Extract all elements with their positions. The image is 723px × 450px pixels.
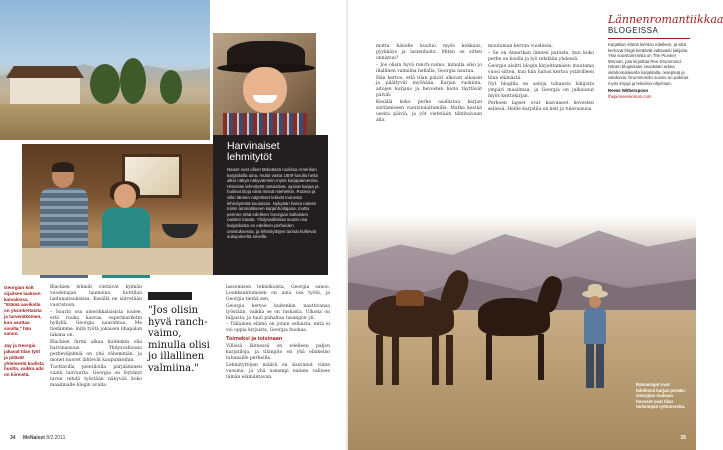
- paragraph: – Tällainen elämä on jotain sellaista, mitä ei voi oppia kirjoista, Georgia huokaa.: [226, 322, 330, 334]
- counter-graphic: [22, 248, 213, 275]
- paragraph: Blackien lehmät viettävät kylmän vuodenajan laumoina kotitilan laidunaitauksissa. Kesällä ne siirretään vuoristoon.: [50, 285, 142, 308]
- face-graphic: [243, 67, 287, 113]
- blog-sidebar: [604, 10, 723, 200]
- portrait-photo: [213, 33, 316, 135]
- blog-url[interactable]: thepioneerwoman.com: [608, 93, 652, 99]
- paragraph: Nyt blogilla on satoja tuhansia lukijoita ympäri maailmaa, ja Georgia on julkaissut myös keittokirjan.: [488, 82, 594, 100]
- ranch-house-graphic: [10, 76, 80, 106]
- article-column-2: [226, 285, 330, 425]
- horse-leg-graphic: [376, 335, 383, 385]
- paragraph: – Jos olisin hyvä ranch-vaimo, minulla olisi jo illallinen valmiina hellalla, Georgia nauraa.: [376, 62, 482, 74]
- paragraph: Hän kertoo, että tilan päivät alkavat aikaisin ja päättyvät myöhään. Karjan ruokinta, aitojen korjaus ja hevosten hoito täyttävät päivät.: [376, 75, 482, 99]
- horse-leg-graphic: [538, 334, 544, 380]
- paragraph: Perheen lapset ovat kasvaneet hevosten selässä. Heille karjatila on koti ja tulevaisuus.: [488, 101, 594, 113]
- pull-quote: [148, 292, 218, 374]
- paragraph: lassomisen tekniikoista, Georgia sanoo. Loukkaantumisen on aina osa työtä, ja Georgia tietää sen.: [226, 285, 330, 302]
- page-number-right: 35: [680, 435, 686, 441]
- page-footer-left: [10, 435, 65, 441]
- blog-title: Lännenromantiikkaa: [608, 13, 723, 26]
- paragraph: Tuottavilla pientiloilla pärjääminen vaatii luovuutta. Georgia on löytänyt tavan tehdä työstään näkyvää koko maailmalle blogin avulla.: [50, 364, 142, 388]
- paragraph: Georgia kertoo kuitenkin nauttivansa työstään, vaikka se on raskasta. Ulkona on hiljaista, ja tuuli puhaltaa tasangon yli.: [226, 303, 330, 321]
- issue-label: 8/2.2011: [46, 435, 66, 441]
- caption-paragraph: Jay ja Georgia jakavat tilan työt ja pitävät yhteisestä kodista huolta, vaikka arki on kiireistä.: [4, 343, 44, 378]
- paragraph: – Se on Amerikan lännen parasta, kun koko perhe on koolla ja työ tehdään yhdessä.: [488, 50, 594, 62]
- magazine-name: MeNaiset: [22, 435, 45, 441]
- ranch-photo: [0, 0, 210, 140]
- paragraph: Villissä lännessä on edelleen paljon karjatiloja, ja tilanpito on yhä elinkeino tuhansille perheille.: [226, 344, 330, 361]
- sidebar-title: Harvinaiset lehmitytöt: [227, 140, 280, 163]
- ground-graphic: [0, 104, 210, 140]
- pull-quote-text: "Jos olisin hyvä ranch-vaimo, minulla olisi jo illallinen valmiina.": [148, 305, 210, 374]
- photo-caption-right: Ratsastajat ovat lähdössä karjan perään. Georgian mukaan hevoset ovat tilan tärkeimpiä työtovereita.: [636, 382, 687, 410]
- caption-paragraph: Georgian kolt sijaitsee laakson kainalossa. "Elämä aavikolla on yksinkertaista ja tarvenäköinen, kun asuttaa sivulla," hän sanoo.: [4, 285, 42, 337]
- cowboy-figure: [580, 290, 610, 390]
- page-number: 34: [10, 435, 16, 441]
- right-page: [348, 0, 723, 450]
- photo-caption-left: [4, 285, 44, 384]
- paragraph: Blackien farmi alkaa kuitenkin olla harvinaisuus. Yhdysvalloissa perheviljelmiä on yhä vähemmän, ja monet nuoret lähtevät kaupunkeihin.: [50, 340, 142, 363]
- horse-leg-graphic: [392, 335, 399, 385]
- article-column-1: [50, 285, 142, 425]
- horse-leg-graphic: [432, 335, 439, 385]
- blog-author: Reese Witherspoon: [608, 88, 649, 93]
- article-column-4: [488, 44, 594, 230]
- paragraph: – Suurin osa amerikkalaisista luulee, että ruoka kasvaa supermarketin hyllyllä, Georgia naurahtaa. Me tiedämme, mitä työtä jokaisen lihapalan takana on.: [50, 309, 142, 339]
- kitchen-photo: [22, 144, 213, 275]
- quote-bar: [148, 292, 192, 300]
- left-page: [0, 0, 348, 450]
- tree-graphic: [120, 58, 146, 104]
- sidebar-text: Naiset ovat olleet tärkeässä roolissa Amerikan karjatiloilla aina, mutta vasta 1900-luvulla heitä alkoi näkyä näkyvämmin myös karjapaimenina. Historian lehmitytöt ratsastivat, ajoivat karjaa ja hoitivat tiloja siinä missä miehetkin. Rodeot ja villin lännen näytökset tekivät monesta lehmitytöstä kuuluisan. Nykyään harva nainen toimii ammatikseen karjanhoitajana, mutta perinne elää edelleen Georgian kaltaisten naisten kautta. Yhdysvalloissa suurin osa karjatiloista on edelleen perheiden omistuksessa, ja lehmityttöjen tarinat kulkevat sukupolvelta toiselle.: [227, 167, 319, 240]
- blog-subtitle: BLOGEISSA: [608, 26, 659, 35]
- paragraph: mutta hänelle kuuluu myös kokkaus, pyykkäys ja lastenhoito. Miten se sitten onnistuu?: [376, 44, 482, 61]
- pan-graphic: [162, 224, 198, 238]
- paragraph: muutaman kerran vuodessa.: [488, 44, 553, 49]
- sidebar-box: [213, 135, 328, 275]
- subheading: Toimeksi ja toisinaan: [226, 336, 283, 343]
- horse-leg-graphic: [446, 335, 453, 385]
- tree-graphic: [160, 70, 182, 104]
- saddle-graphic: [396, 290, 424, 306]
- paragraph: Kesällä koko perhe osallistuu karjan siirtämiseen vuoristolaitumille. Matka kestää useita päiviä, ja yöt vietetään tähtitaivaan alla.: [376, 100, 482, 123]
- paragraph: Georgia aloitti blogin kirjoittamisen muutama vuosi sitten, kun hän halusi kertoa ystävilleen tilan elämästä.: [488, 63, 594, 81]
- divider: [608, 38, 690, 39]
- paragraph: Lehmityttöjen määrä on kasvanut viime vuosina, ja yhä useampi nainen valitsee tämän elämäntavan.: [226, 362, 330, 380]
- article-column-3: [376, 44, 482, 230]
- blog-text: Karjatilan elämä kiehtoo edelleen, ja siitä kertovat blogit keräävät valtavasti lukijoita. Yksi suosituimmista on The Pioneer Woman, jota kirjoittaa Ree Drummond. Hänen blogissaan seurataan arkea oklahomalaisella karjatilalla, reseptejä ja valokuvia. Drummondin suosio on poikinut myös kirjoja ja televisio-ohjelman.: [608, 42, 689, 86]
- tree-graphic: [90, 64, 120, 104]
- horse-leg-graphic: [486, 334, 492, 380]
- far-mountains-graphic: [348, 220, 696, 290]
